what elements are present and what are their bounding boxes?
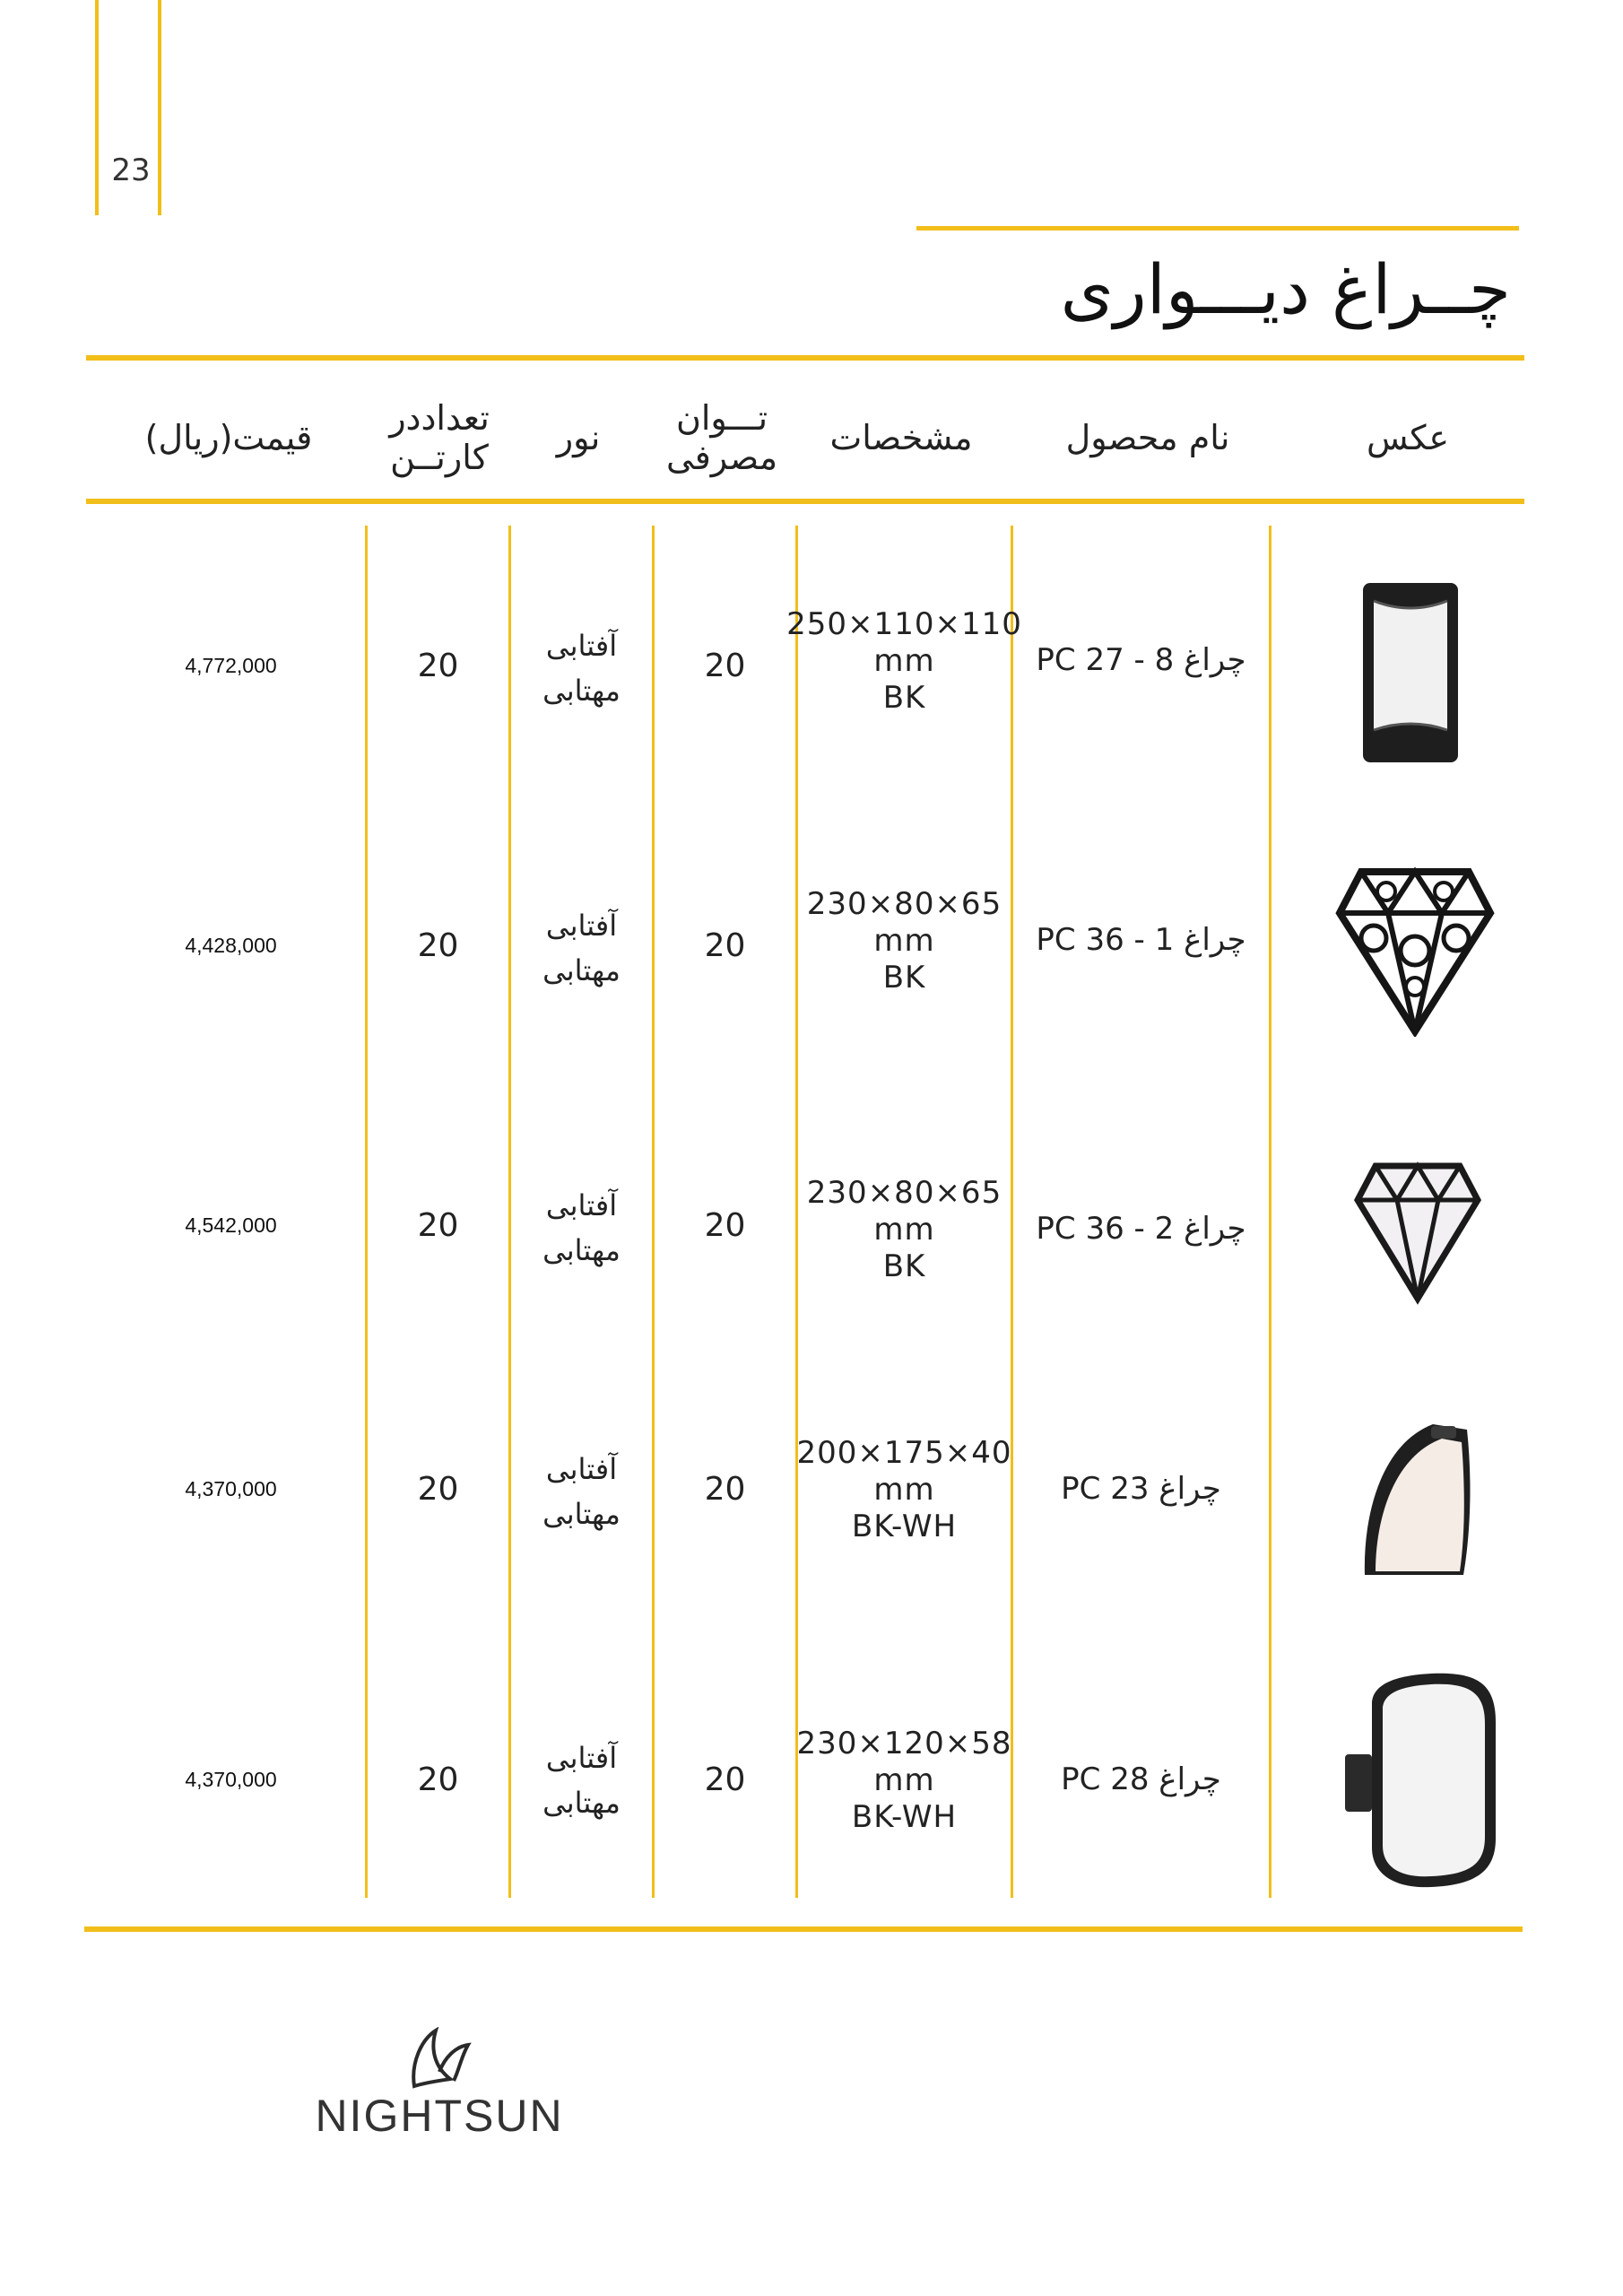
spec-cell: [798, 1171, 1011, 1288]
header-power-line2: مصرفی: [665, 438, 778, 477]
power-value: 20: [704, 1206, 746, 1244]
spec-unit: mm: [873, 922, 935, 959]
carton-value: 20: [417, 1470, 459, 1508]
spec-unit: mm: [873, 1761, 935, 1798]
header-carton: [359, 398, 520, 477]
light-line2: مهتابی: [542, 1233, 621, 1267]
spec-cell: [798, 1431, 1011, 1548]
spec-unit: mm: [873, 1211, 935, 1248]
page-number: 23: [111, 152, 151, 188]
lamp-pc36-1-icon: [1334, 861, 1496, 1037]
light-cell: [511, 1731, 652, 1830]
product-name: PC 36 - 2 چراغ: [1036, 1211, 1246, 1247]
spec-unit: mm: [873, 1471, 935, 1508]
price-value: 4,370,000: [185, 1767, 277, 1791]
header-carton-line1: تعداددر: [389, 398, 490, 438]
carton-value: 20: [417, 1206, 459, 1244]
page-title: چــراغ دیـــواری: [1060, 249, 1511, 329]
brand-name: NIGHTSUN: [315, 2091, 564, 2141]
lamp-pc23-icon: [1356, 1417, 1478, 1580]
spec-color: BK: [882, 959, 926, 996]
light-line2: مهتابی: [542, 1497, 621, 1531]
spec-dims: 250×110×110: [786, 605, 1022, 642]
light-cell: [511, 1178, 652, 1277]
header-top-line: [86, 355, 1524, 361]
light-line2: مهتابی: [542, 674, 621, 708]
spec-cell: [786, 603, 1022, 719]
spec-unit: mm: [873, 642, 935, 679]
light-line1: آفتابی: [545, 909, 618, 943]
header-image: عکس: [1366, 418, 1450, 457]
spec-color: BK-WH: [851, 1508, 958, 1544]
carton-value: 20: [417, 647, 459, 684]
light-line1: آفتابی: [545, 1741, 618, 1775]
light-line1: آفتابی: [545, 1188, 618, 1222]
col-separator: [1269, 526, 1271, 1898]
header-carton-line2: کارتــن: [390, 438, 489, 477]
header-bottom-line: [86, 499, 1524, 504]
product-name: PC 23 چراغ: [1061, 1471, 1221, 1507]
power-value: 20: [704, 1470, 746, 1508]
lamp-pc36-2-icon: [1352, 1159, 1483, 1306]
price-value: 4,542,000: [185, 1213, 277, 1237]
price-value: 4,428,000: [185, 933, 277, 957]
light-cell: [511, 899, 652, 997]
spec-color: BK: [882, 1248, 926, 1284]
header-price: قیمت(ریال): [144, 418, 313, 457]
title-top-line: [916, 226, 1519, 230]
lamp-pc27-icon: [1356, 581, 1465, 766]
spec-cell: [798, 1722, 1011, 1839]
spec-dims: 230×120×58: [796, 1725, 1012, 1761]
spec-dims: 200×175×40: [796, 1434, 1012, 1471]
header-specs: مشخصات: [829, 418, 973, 457]
power-value: 20: [704, 647, 746, 684]
header-power: [646, 398, 798, 477]
price-value: 4,772,000: [185, 653, 277, 677]
product-name: PC 36 - 1 چراغ: [1036, 922, 1246, 958]
power-value: 20: [704, 1761, 746, 1798]
light-line2: مهتابی: [542, 953, 621, 987]
light-cell: [511, 619, 652, 718]
light-line1: آفتابی: [545, 629, 618, 663]
light-line2: مهتابی: [542, 1786, 621, 1820]
carton-value: 20: [417, 1761, 459, 1798]
page-line-left: [95, 0, 99, 215]
header-power-line1: تـــوان: [675, 398, 768, 438]
light-line1: آفتابی: [545, 1452, 618, 1486]
power-value: 20: [704, 926, 746, 964]
spec-dims: 230×80×65: [806, 885, 1002, 922]
spec-cell: [798, 883, 1011, 999]
spec-dims: 230×80×65: [806, 1174, 1002, 1211]
spec-color: BK: [882, 679, 926, 716]
product-name: PC 28 چراغ: [1061, 1761, 1221, 1797]
table-bottom-line: [84, 1926, 1523, 1932]
product-name: PC 27 - 8 چراغ: [1036, 642, 1246, 678]
spec-color: BK-WH: [851, 1798, 958, 1835]
nightsun-logo-icon: [409, 2027, 472, 2092]
carton-value: 20: [417, 926, 459, 964]
light-cell: [511, 1442, 652, 1541]
header-product-name: نام محصول: [1065, 418, 1230, 457]
lamp-pc28-icon: [1341, 1668, 1503, 1892]
price-value: 4,370,000: [185, 1476, 277, 1500]
header-light: نور: [556, 418, 601, 457]
